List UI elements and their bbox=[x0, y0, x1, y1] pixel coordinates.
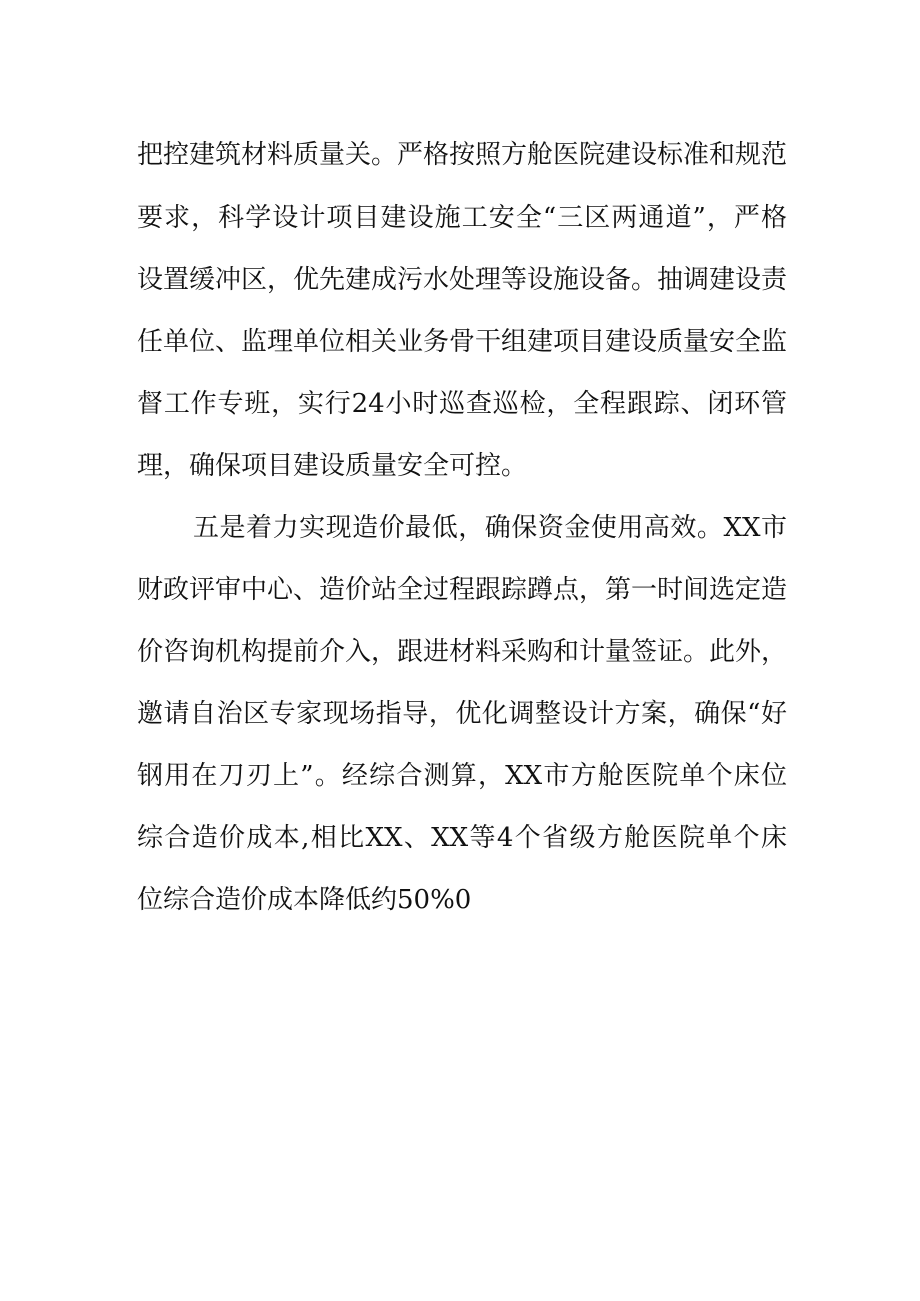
paragraph-1-line-4: 任单位、监理单位相关业务骨干组建项目建设质量安全监 bbox=[137, 327, 788, 357]
paragraph-1-line-6: 理，确保项目建设质量安全可控。 bbox=[137, 451, 528, 481]
paragraph-1-line-5: 督工作专班，实行24小时巡查巡检，全程跟踪、闭环管 bbox=[137, 389, 787, 419]
paragraph-2-line-6: 综合造价成本,相比XX、XX等4个省级方舱医院单个床 bbox=[137, 823, 787, 853]
paragraph-1-line-3: 设置缓冲区，优先建成污水处理等设施设备。抽调建设责 bbox=[137, 265, 788, 295]
paragraph-2-line-4: 邀请自治区专家现场指导，优化调整设计方案，确保“好 bbox=[137, 699, 787, 729]
paragraph-1-line-1: 把控建筑材料质量关。严格按照方舱医院建设标准和规范 bbox=[137, 140, 788, 170]
paragraph-2-line-7: 位综合造价成本降低约50%0 bbox=[137, 885, 472, 915]
paragraph-2-line-5: 钢用在刀刃上”。经综合测算，XX市方舱医院单个床位 bbox=[137, 761, 787, 791]
paragraph-2-line-2: 财政评审中心、造价站全过程跟踪蹲点，第一时间选定造 bbox=[137, 575, 788, 605]
paragraph-1-line-2: 要求，科学设计项目建设施工安全“三区两通道”，严格 bbox=[137, 203, 787, 233]
paragraph-2-line-3: 价咨询机构提前介入，跟进材料采购和计量签证。此外， bbox=[137, 637, 788, 667]
paragraph-2-line-1: 五是着力实现造价最低，确保资金使用高效。XX市 bbox=[193, 513, 787, 543]
